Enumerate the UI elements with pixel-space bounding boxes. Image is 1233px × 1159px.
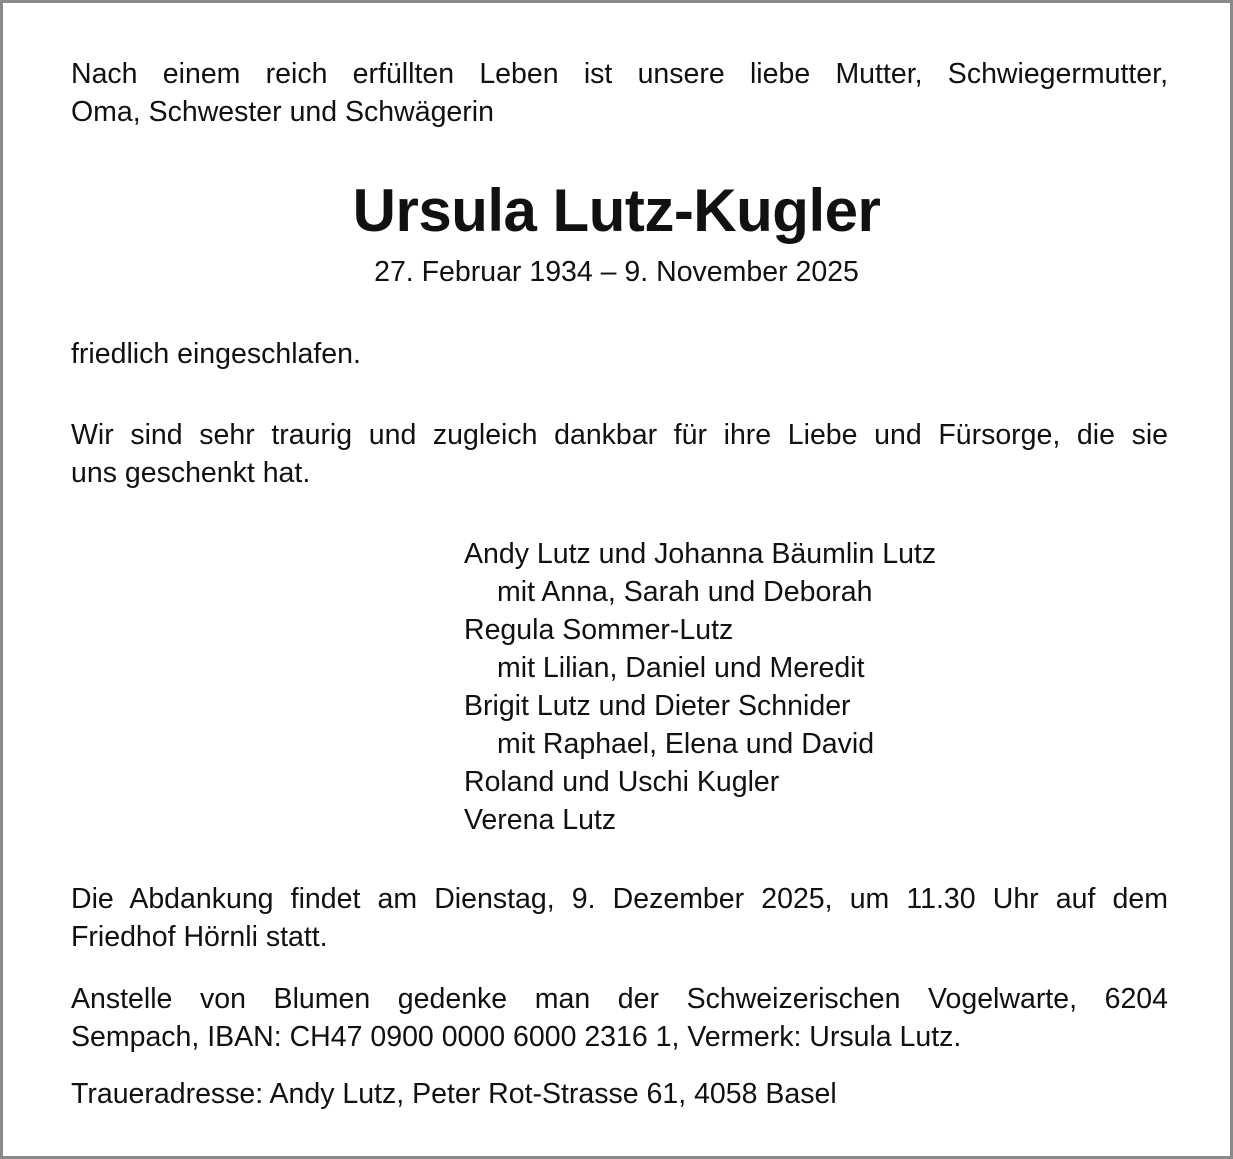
mourners-list: [464, 535, 936, 839]
thanks-line-1: Wir sind sehr traurig und zugleich dankbar für ihre Liebe und Fürsorge, die sie: [71, 419, 1168, 451]
ceremony-paragraph: [71, 880, 1168, 956]
ceremony-line-1: Die Abdankung findet am Dienstag, 9. Dezember 2025, um 11.30 Uhr auf dem: [71, 883, 1168, 915]
asleep-text: friedlich eingeschlafen.: [71, 338, 361, 370]
intro-line-1: Nach einem reich erfüllten Leben ist unsere liebe Mutter, Schwiegermutter,: [71, 58, 1168, 90]
mourner-children: mit Raphael, Elena und David: [497, 728, 875, 760]
deceased-name: Ursula Lutz-Kugler: [352, 177, 881, 244]
thanks-paragraph: [71, 416, 1168, 492]
ceremony-line-2: Friedhof Hörnli statt.: [71, 921, 328, 953]
mourner-entry: Regula Sommer-Lutz: [464, 614, 734, 646]
intro-line-2: Oma, Schwester und Schwägerin: [71, 96, 494, 128]
life-dates: 27. Februar 1934 – 9. November 2025: [374, 256, 859, 288]
mourner-entry: Roland und Uschi Kugler: [464, 766, 780, 798]
mourner-entry: Brigit Lutz und Dieter Schnider: [464, 690, 851, 722]
mourner-entry: Verena Lutz: [464, 804, 617, 836]
mourner-children: mit Anna, Sarah und Deborah: [497, 576, 873, 608]
mourner-entry: Andy Lutz und Johanna Bäumlin Lutz: [464, 538, 937, 570]
donation-paragraph: [71, 980, 1168, 1056]
mourning-address: Traueradresse: Andy Lutz, Peter Rot-Strasse 61, 4058 Basel: [71, 1078, 837, 1110]
thanks-line-2: uns geschenkt hat.: [71, 457, 311, 489]
donation-line-1: Anstelle von Blumen gedenke man der Schweizerischen Vogelwarte, 6204: [71, 983, 1168, 1015]
donation-line-2: Sempach, IBAN: CH47 0900 0000 6000 2316 1, Vermerk: Ursula Lutz.: [71, 1021, 962, 1053]
mourner-children: mit Lilian, Daniel und Meredit: [497, 652, 865, 684]
intro-paragraph: [71, 55, 1168, 131]
